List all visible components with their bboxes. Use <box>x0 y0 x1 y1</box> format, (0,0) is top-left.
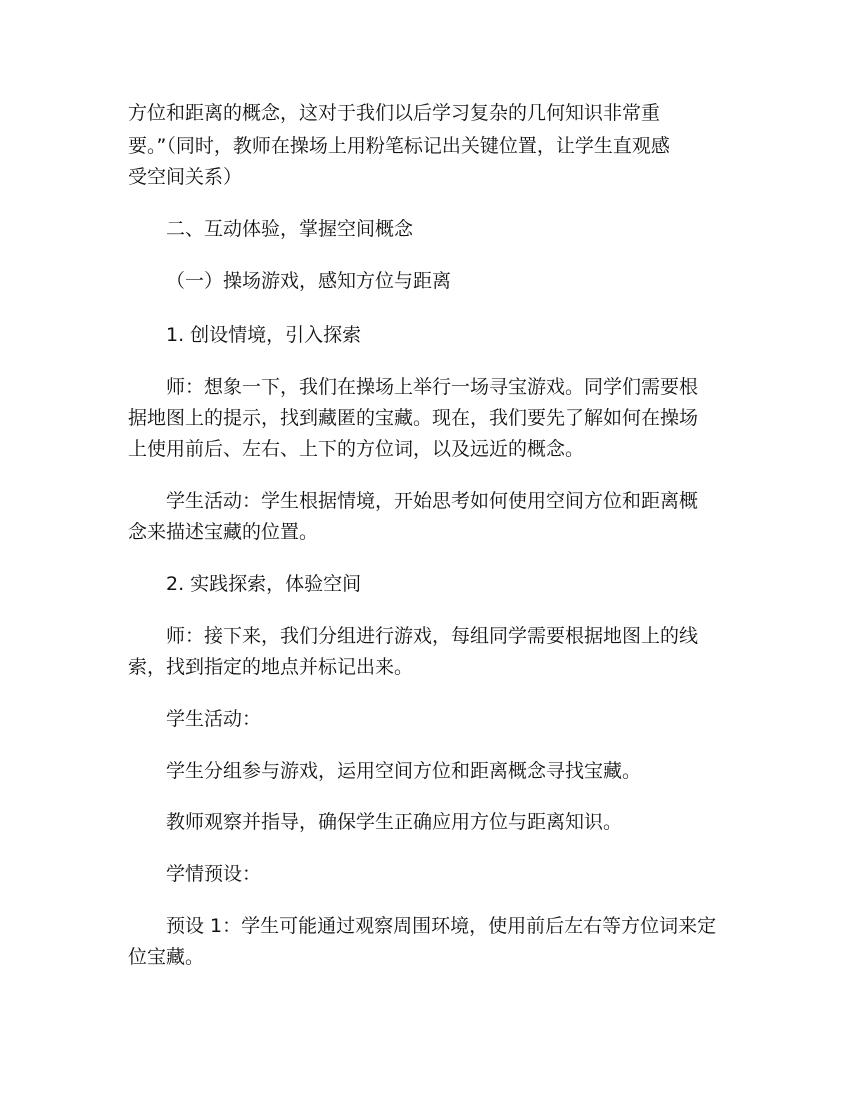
text-line: 预设 1：学生可能通过观察周围环境，使用前后左右等方位词来定 <box>166 915 717 937</box>
text-line: 师：想象一下，我们在操场上举行一场寻宝游戏。同学们需要根 <box>166 376 699 398</box>
text-line: 学生活动：学生根据情境，开始思考如何使用空间方位和距离概 <box>166 490 699 512</box>
text-line: 念来描述宝藏的位置。 <box>128 521 319 543</box>
text-line: 要。”（同时，教师在操场上用粉笔标记出关键位置，让学生直观感 <box>128 135 670 157</box>
activity-item: 教师观察并指导，确保学生正确应用方位与距离知识。 <box>166 811 623 833</box>
subsection-heading: （一）操场游戏，感知方位与距离 <box>166 270 452 292</box>
text-line: 受空间关系） <box>128 166 243 188</box>
section-heading: 二、互动体验，掌握空间概念 <box>166 218 414 240</box>
step-heading: 2. 实践探索，体验空间 <box>166 573 362 595</box>
text-line: 上使用前后、左右、上下的方位词，以及远近的概念。 <box>128 438 585 460</box>
text-line: 据地图上的提示，找到藏匿的宝藏。现在，我们要先了解如何在操场 <box>128 407 699 429</box>
text-line: 位宝藏。 <box>128 946 205 968</box>
activity-item: 学生分组参与游戏，运用空间方位和距离概念寻找宝藏。 <box>166 760 642 782</box>
text-line: 方位和距离的概念，这对于我们以后学习复杂的几何知识非常重 <box>128 102 661 124</box>
step-heading: 1. 创设情境，引入探索 <box>166 324 362 346</box>
text-line: 师：接下来，我们分组进行游戏，每组同学需要根据地图上的线 <box>166 625 699 647</box>
learning-preset-label: 学情预设： <box>166 863 262 885</box>
student-activity-label: 学生活动： <box>166 708 262 730</box>
text-line: 索，找到指定的地点并标记出来。 <box>128 656 414 678</box>
